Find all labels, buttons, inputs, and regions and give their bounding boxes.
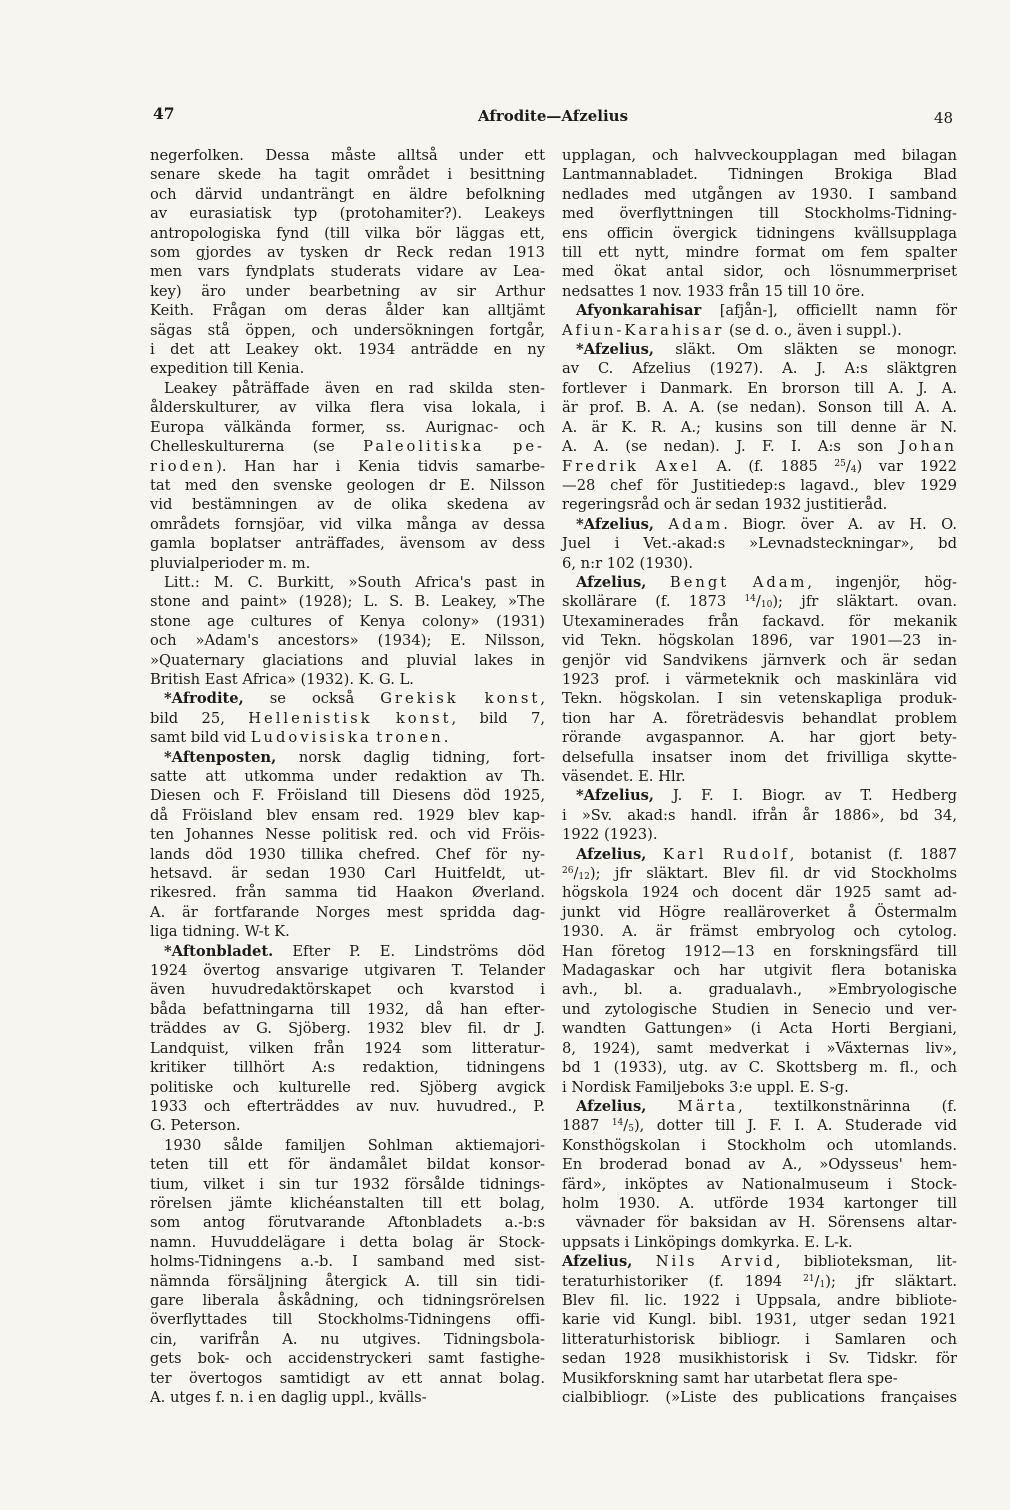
text-line: »Quaternary glaciations and pluvial lakes in (150, 651, 545, 669)
text-line: Musikforskning samt har utarbetat flera spe- (562, 1369, 898, 1387)
text-line: *Aftenposten, norsk daglig tidning, fort- (164, 748, 545, 766)
text-line: rörande avgaspannor. A. har gjort bety- (562, 729, 957, 747)
text-line: En broderad bonad av A., »Odysseus' hem- (562, 1156, 957, 1174)
text-line: Madagaskar och har utgivit flera botaniska (562, 962, 957, 980)
text-line: Litt.: M. C. Burkitt, »South Africa's past in (164, 573, 545, 591)
text-line: ter övertogos samtidigt av ett annat bolag. (150, 1369, 545, 1387)
text-line: Utexaminerades från fackavd. för mekanik (562, 612, 957, 630)
text-line: *Aftonbladet. Efter P. E. Lindströms död (164, 942, 545, 960)
text-line: gamla boplatser anträffades, ävensom av dess (150, 535, 545, 553)
text-line: A. är fortfarande Norges mest spridda dag- (150, 903, 545, 921)
text-line: färd», inköptes av Nationalmuseum i Stock- (562, 1175, 957, 1193)
text-line: karie vid Kungl. bibl. 1931, utger sedan 1921 (562, 1311, 957, 1329)
text-line: då Fröisland blev ensam red. 1929 blev kap- (150, 806, 545, 824)
text-line: $^{26}/_{12}$); jfr släktart. Blev fil. dr vid Stockholms (562, 865, 957, 883)
text-line: upplagan, och halvveckoupplagan med bilagan (562, 147, 957, 164)
text-line: A. A. (se nedan). J. F. I. A:s son Johan (562, 438, 957, 456)
text-line: Tekn. högskolan. I sin vetenskapliga produk- (562, 690, 957, 708)
text-line: med ökat antal sidor, och lösnummerpriset (562, 263, 957, 281)
text-line: fortlever i Danmark. En brorson till A. J. A. (562, 379, 957, 397)
text-line: 1924 övertog ansvarige utgivaren T. Telander (150, 962, 545, 980)
text-line: Leakey påträffade även en rad skilda sten- (164, 379, 545, 397)
text-line: tion har A. företrädesvis behandlat problem (562, 709, 957, 727)
text-line: cin, varifrån A. nu utgives. Tidningsbola- (150, 1330, 545, 1348)
text-line: wandten Gattungen» (i Acta Horti Bergiani, (562, 1020, 957, 1038)
text-line: Europa välkända former, ss. Aurignac- och (150, 418, 545, 436)
text-line: 1933 och efterträddes av nuv. huvudred., P. (150, 1097, 545, 1115)
text-line: vid Tekn. högskolan 1896, var 1901—23 in- (562, 632, 957, 650)
text-line: överflyttades till Stockholms-Tidningens offi- (150, 1311, 545, 1329)
running-head-title: Afrodite—Afzelius (478, 107, 629, 125)
text-line: nämnda försäljning återgick A. till sin tidi- (150, 1272, 545, 1290)
text-line: Afzelius, Märta, textilkonstnärinna (f. (576, 1097, 957, 1115)
text-line: —28 chef för Justitiedep:s lagavd., blev 1929 (562, 476, 957, 494)
text-line: key) äro under bearbetning av sir Arthur (150, 282, 545, 300)
text-line: Diesen och F. Fröisland till Diesens död 1925, (150, 787, 545, 805)
text-line: 8, 1924), samt medverkat i »Växternas liv», (562, 1039, 957, 1057)
text-line: politiske och kulturelle red. Sjöberg avgick (150, 1078, 545, 1096)
text-line: teten till ett för ändamålet bildat konsor- (150, 1156, 545, 1174)
text-line: holm 1930. A. utförde 1934 kartonger till (562, 1194, 957, 1212)
text-line: båda befattningarna till 1932, då han efter- (150, 1000, 545, 1018)
text-line: *Afzelius, släkt. Om släkten se monogr. (576, 341, 957, 359)
text-line: sedan 1928 musikhistorisk i Sv. Tidskr. för (562, 1350, 957, 1368)
text-line: till ett nytt, mindre format om fem spalter (562, 244, 957, 262)
text-line: Juel i Vet.-akad:s »Levnadsteckningar», bd (562, 535, 957, 553)
text-line: British East Africa» (1932). K. G. L. (150, 670, 414, 688)
text-line: nedlades med utgången av 1930. I samband (562, 185, 957, 203)
text-line: satte att utkomma under redaktion av Th. (150, 768, 545, 785)
text-line: tium, vilket i sin tur 1932 försålde tidnings- (150, 1175, 545, 1193)
text-line: i det att Leakey okt. 1934 anträdde en ny (150, 341, 545, 359)
text-line: avh., bl. a. gradualavh., »Embryologische (562, 981, 957, 999)
text-line: expedition till Kenia. (150, 360, 305, 378)
left-text-column (150, 146, 545, 1407)
text-line: G. Peterson. (150, 1117, 241, 1135)
text-line: 1922 (1923). (562, 826, 658, 844)
right-text-column (562, 146, 957, 1407)
text-line: Afiun-Karahisar (se d. o., även i suppl.). (562, 321, 902, 339)
text-line: 1923 prof. i värmeteknik och maskinlära vid (562, 670, 957, 688)
text-line: vid bestämningen av de olika skedena av (150, 496, 545, 514)
text-line: ens officin övergick tidningens kvällsupplaga (562, 224, 957, 242)
text-line: i Nordisk Familjeboks 3:e uppl. E. S-g. (562, 1078, 849, 1096)
text-line: uppsats i Linköpings domkyrka. E. L-k. (562, 1233, 853, 1251)
text-line: Landquist, vilken från 1924 som litteratur- (150, 1039, 545, 1057)
text-line: bild 25, Hellenistisk konst, bild 7, (150, 709, 545, 727)
text-line: lands död 1930 tillika chefred. Chef för ny- (150, 845, 545, 863)
text-line: A. utges f. n. i en daglig uppl., kvälls- (150, 1389, 427, 1406)
text-line: und zytologische Studien in Senecio und ver- (562, 1000, 957, 1018)
text-line: Afzelius, Bengt Adam, ingenjör, hög- (576, 573, 958, 591)
text-line: nedsattes 1 nov. 1933 från 15 till 10 öre. (562, 282, 865, 300)
text-line: som gjordes av tysken dr Reck redan 1913 (150, 244, 545, 262)
text-line: även huvudredaktörskapet och kvarstod i (150, 981, 545, 999)
page-number-left: 47 (153, 104, 175, 123)
text-line: *Afzelius, J. F. I. Biogr. av T. Hedberg (576, 787, 957, 805)
text-line: stone age cultures of Kenya colony» (1931) (150, 612, 545, 630)
text-line: 1930 sålde familjen Sohlman aktiemajori- (164, 1136, 545, 1154)
text-line: liga tidning. W-t K. (150, 923, 290, 941)
text-line: cialbibliogr. (»Liste des publications françaises (562, 1389, 957, 1406)
text-line: gare liberala åskådning, och tidningsrörelsen (150, 1291, 545, 1309)
text-line: väsendet. E. Hlr. (562, 768, 686, 785)
text-line: 6, n:r 102 (1930). (562, 554, 693, 572)
page-number-right: 48 (934, 109, 954, 127)
text-line: i »Sv. akad:s handl. ifrån år 1886», bd 34, (562, 806, 957, 824)
text-line: ten Johannes Nesse politisk red. och vid Fröis- (150, 826, 545, 844)
text-line: holms-Tidningens a.-b. I samband med sist- (150, 1253, 545, 1271)
text-line: med överflyttningen till Stockholms-Tidning- (562, 205, 957, 223)
text-line: Fredrik Axel A. (f. 1885 $^{25}/_4$) var 1922 (562, 457, 957, 475)
text-line: junkt vid Högre realläroverket å Östermalm (562, 903, 957, 921)
text-line: tat med den svenske geologen dr E. Nilsson (150, 476, 545, 494)
text-line: antropologiska fynd (till vilka bör läggas ett, (150, 224, 545, 242)
text-line: rikesred. från samma tid Haakon Øverland. (150, 884, 545, 902)
text-line: *Afzelius, Adam. Biogr. över A. av H. O. (576, 515, 957, 533)
text-line: namn. Huvuddelägare i detta bolag är Stock- (150, 1233, 545, 1251)
text-line: A. är K. R. A.; kusins son till denne är N. (562, 418, 957, 436)
text-line: genjör vid Sandvikens järnverk och är sedan (562, 651, 957, 669)
text-line: senare skede ha tagit området i besittning (150, 166, 545, 184)
text-line: Afyonkarahisar [afjån-], officiellt namn för (576, 302, 957, 320)
text-line: *Afrodite, se också Grekisk konst, (164, 690, 545, 708)
text-line: delsefulla insatser inom det frivilliga skytte- (562, 748, 957, 766)
text-line: av C. Afzelius (1927). A. J. A:s släktgren (562, 360, 957, 378)
text-line: Chelleskulturerna (se Paleolitiska pe- (150, 438, 546, 456)
text-line: stone and paint» (1928); L. S. B. Leakey, »The (150, 593, 545, 611)
text-line: kritiker tillhört A:s redaktion, tidningens (150, 1059, 545, 1077)
text-line: ålderskulturer, av vilka flera visa lokala, i (150, 399, 545, 417)
text-line: rioden). Han har i Kenia tidvis samarbe- (150, 457, 545, 475)
text-line: men vars fyndplats studerats vidare av Lea- (150, 263, 545, 281)
text-line: och »Adam's ancestors» (1934); E. Nilsson, (150, 632, 545, 650)
text-line: vävnader för baksidan av H. Sörensens altar- (576, 1214, 957, 1232)
text-line: skollärare (f. 1873 $^{14}/_{10}$); jfr släktart. ovan. (562, 593, 957, 611)
text-line: litteraturhistorisk bibliogr. i Samlaren och (562, 1330, 957, 1348)
text-line: regeringsråd och är sedan 1932 justitieråd. (562, 496, 888, 514)
text-line: rörelsen jämte klichéanstalten till ett bolag, (150, 1194, 545, 1212)
text-line: är prof. B. A. A. (se nedan). Sonson till A. A. (562, 399, 957, 417)
text-line: negerfolken. Dessa måste alltså under ett (150, 147, 545, 164)
text-line: träddes av G. Sjöberg. 1932 blev fil. dr J. (150, 1020, 545, 1038)
text-line: bd 1 (1933), utg. av C. Skottsberg m. fl., och (562, 1059, 957, 1077)
text-line: pluvialperioder m. m. (150, 554, 311, 572)
text-line: och därvid undanträngt en äldre befolkning (150, 185, 545, 203)
text-line: gets bok- och accidenstryckeri samt fastighe- (150, 1350, 545, 1368)
text-line: av eurasiatisk typ (protohamiter?). Leakeys (150, 205, 545, 223)
text-line: Afzelius, Karl Rudolf, botanist (f. 1887 (576, 845, 957, 863)
text-line: Blev fil. lic. 1922 i Uppsala, andre bibliote- (562, 1291, 957, 1309)
text-line: Afzelius, Nils Arvid, biblioteksman, lit- (562, 1253, 958, 1271)
text-line: 1887 $^{14}/_5$), dotter till J. F. I. A. Studerade vid (562, 1117, 957, 1135)
text-line: områdets fornsjöar, vid vilka många av dessa (150, 515, 545, 533)
text-line: Keith. Frågan om deras ålder kan alltjämt (150, 302, 545, 320)
text-line: hetsavd. är sedan 1930 Carl Huitfeldt, ut- (150, 865, 545, 883)
text-line: högskola 1924 och docent där 1925 samt ad- (562, 884, 957, 902)
text-line: Lantmannabladet. Tidningen Brokiga Blad (562, 166, 957, 184)
text-line: 1930. A. är främst embryolog och cytolog. (562, 923, 957, 941)
text-line: Han företog 1912—13 en forskningsfärd till (562, 942, 957, 960)
text-line: Konsthögskolan i Stockholm och utomlands. (562, 1136, 957, 1154)
text-line: samt bild vid Ludovisiska tronen. (150, 729, 449, 747)
text-line: teraturhistoriker (f. 1894 $^{21}/_1$); jfr släktart. (562, 1272, 957, 1290)
text-line: sägas stå öppen, och undersökningen fortgår, (150, 321, 545, 339)
text-line: som antog förutvarande Aftonbladets a.-b:s (150, 1214, 545, 1232)
